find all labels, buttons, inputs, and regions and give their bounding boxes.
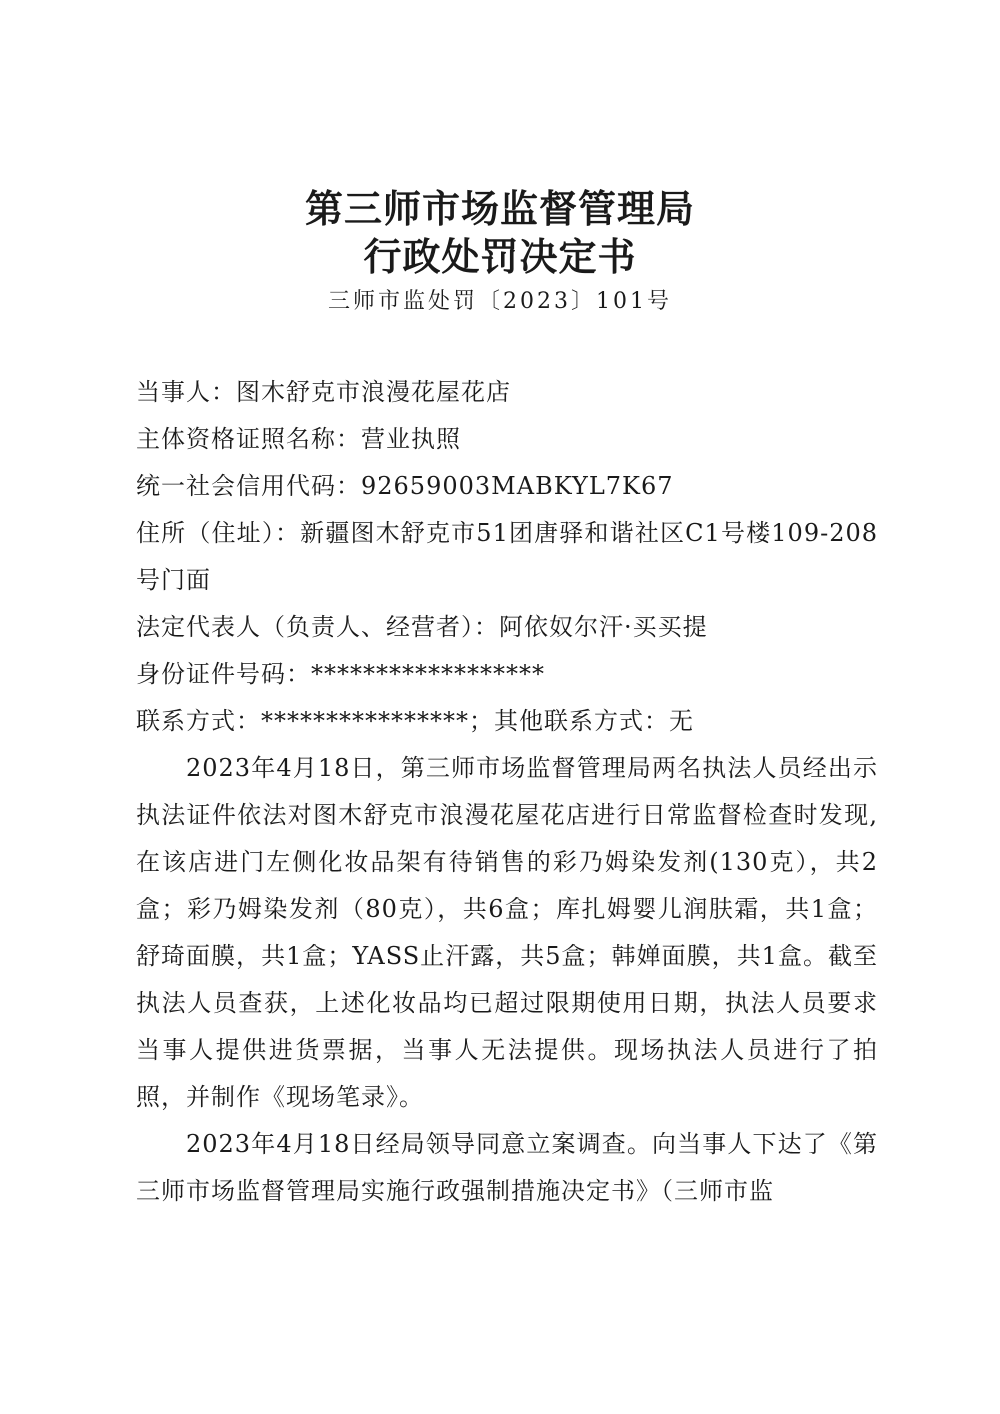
paragraph-case-filing: 2023年4月18日经局领导同意立案调查。向当事人下达了《第三师市场监督管理局实施行政强制措施决定书》（三师市监 (136, 1130, 878, 1205)
contact-label: 联系方式： (136, 707, 261, 735)
address-value: 新疆图木舒克市51团唐驿和谐社区C1号楼109-208号门面 (136, 519, 879, 594)
document-title-line2: 行政处罚决定书 (363, 235, 637, 279)
party-name-label: 当事人： (136, 378, 236, 406)
credit-code-line (136, 463, 878, 510)
address-line (136, 510, 878, 604)
party-name-line (136, 369, 878, 416)
id-number-value: ****************** (311, 660, 545, 688)
license-value: 营业执照 (361, 425, 461, 453)
legal-rep-label: 法定代表人（负责人、经营者）： (136, 613, 499, 641)
contact-value: ****************；其他联系方式：无 (261, 707, 694, 735)
address-label: 住所（住址）： (136, 519, 301, 547)
paragraph-inspection: 2023年4月18日，第三师市场监督管理局两名执法人员经出示执法证件依法对图木舒克市浪漫花屋花店进行日常监督检查时发现,在该店进门左侧化妆品架有待销售的彩乃姆染发剂(130克），共2盒；彩乃姆染发剂（80克），共6盒；库扎姆婴儿润肤霜，共1盒；舒琦面膜，共1盒；YASS止汗露，共5盒；韩婵面膜，共1盒。截至执法人员查获，上述化妆品均已超过限期使用日期，执法人员要求当事人提供进货票据，当事人无法提供。现场执法人员进行了拍照，并制作《现场笔录》。 (136, 754, 878, 1111)
id-number-label: 身份证件号码： (136, 660, 311, 688)
license-label: 主体资格证照名称： (136, 425, 361, 453)
legal-rep-line (136, 604, 878, 651)
document-title-line1: 第三师市场监督管理局 (304, 187, 695, 231)
document-number: 三师市监处罚〔2023〕101号 (328, 289, 672, 314)
id-number-line (136, 651, 878, 698)
credit-code-label: 统一社会信用代码： (136, 472, 361, 500)
credit-code-value: 92659003MABKYL7K67 (361, 472, 674, 500)
legal-rep-value: 阿依奴尔汗·买买提 (499, 613, 708, 641)
document-body (136, 369, 878, 1215)
contact-line (136, 698, 878, 745)
license-line (136, 416, 878, 463)
party-name: 图木舒克市浪漫花屋花店 (236, 378, 511, 406)
